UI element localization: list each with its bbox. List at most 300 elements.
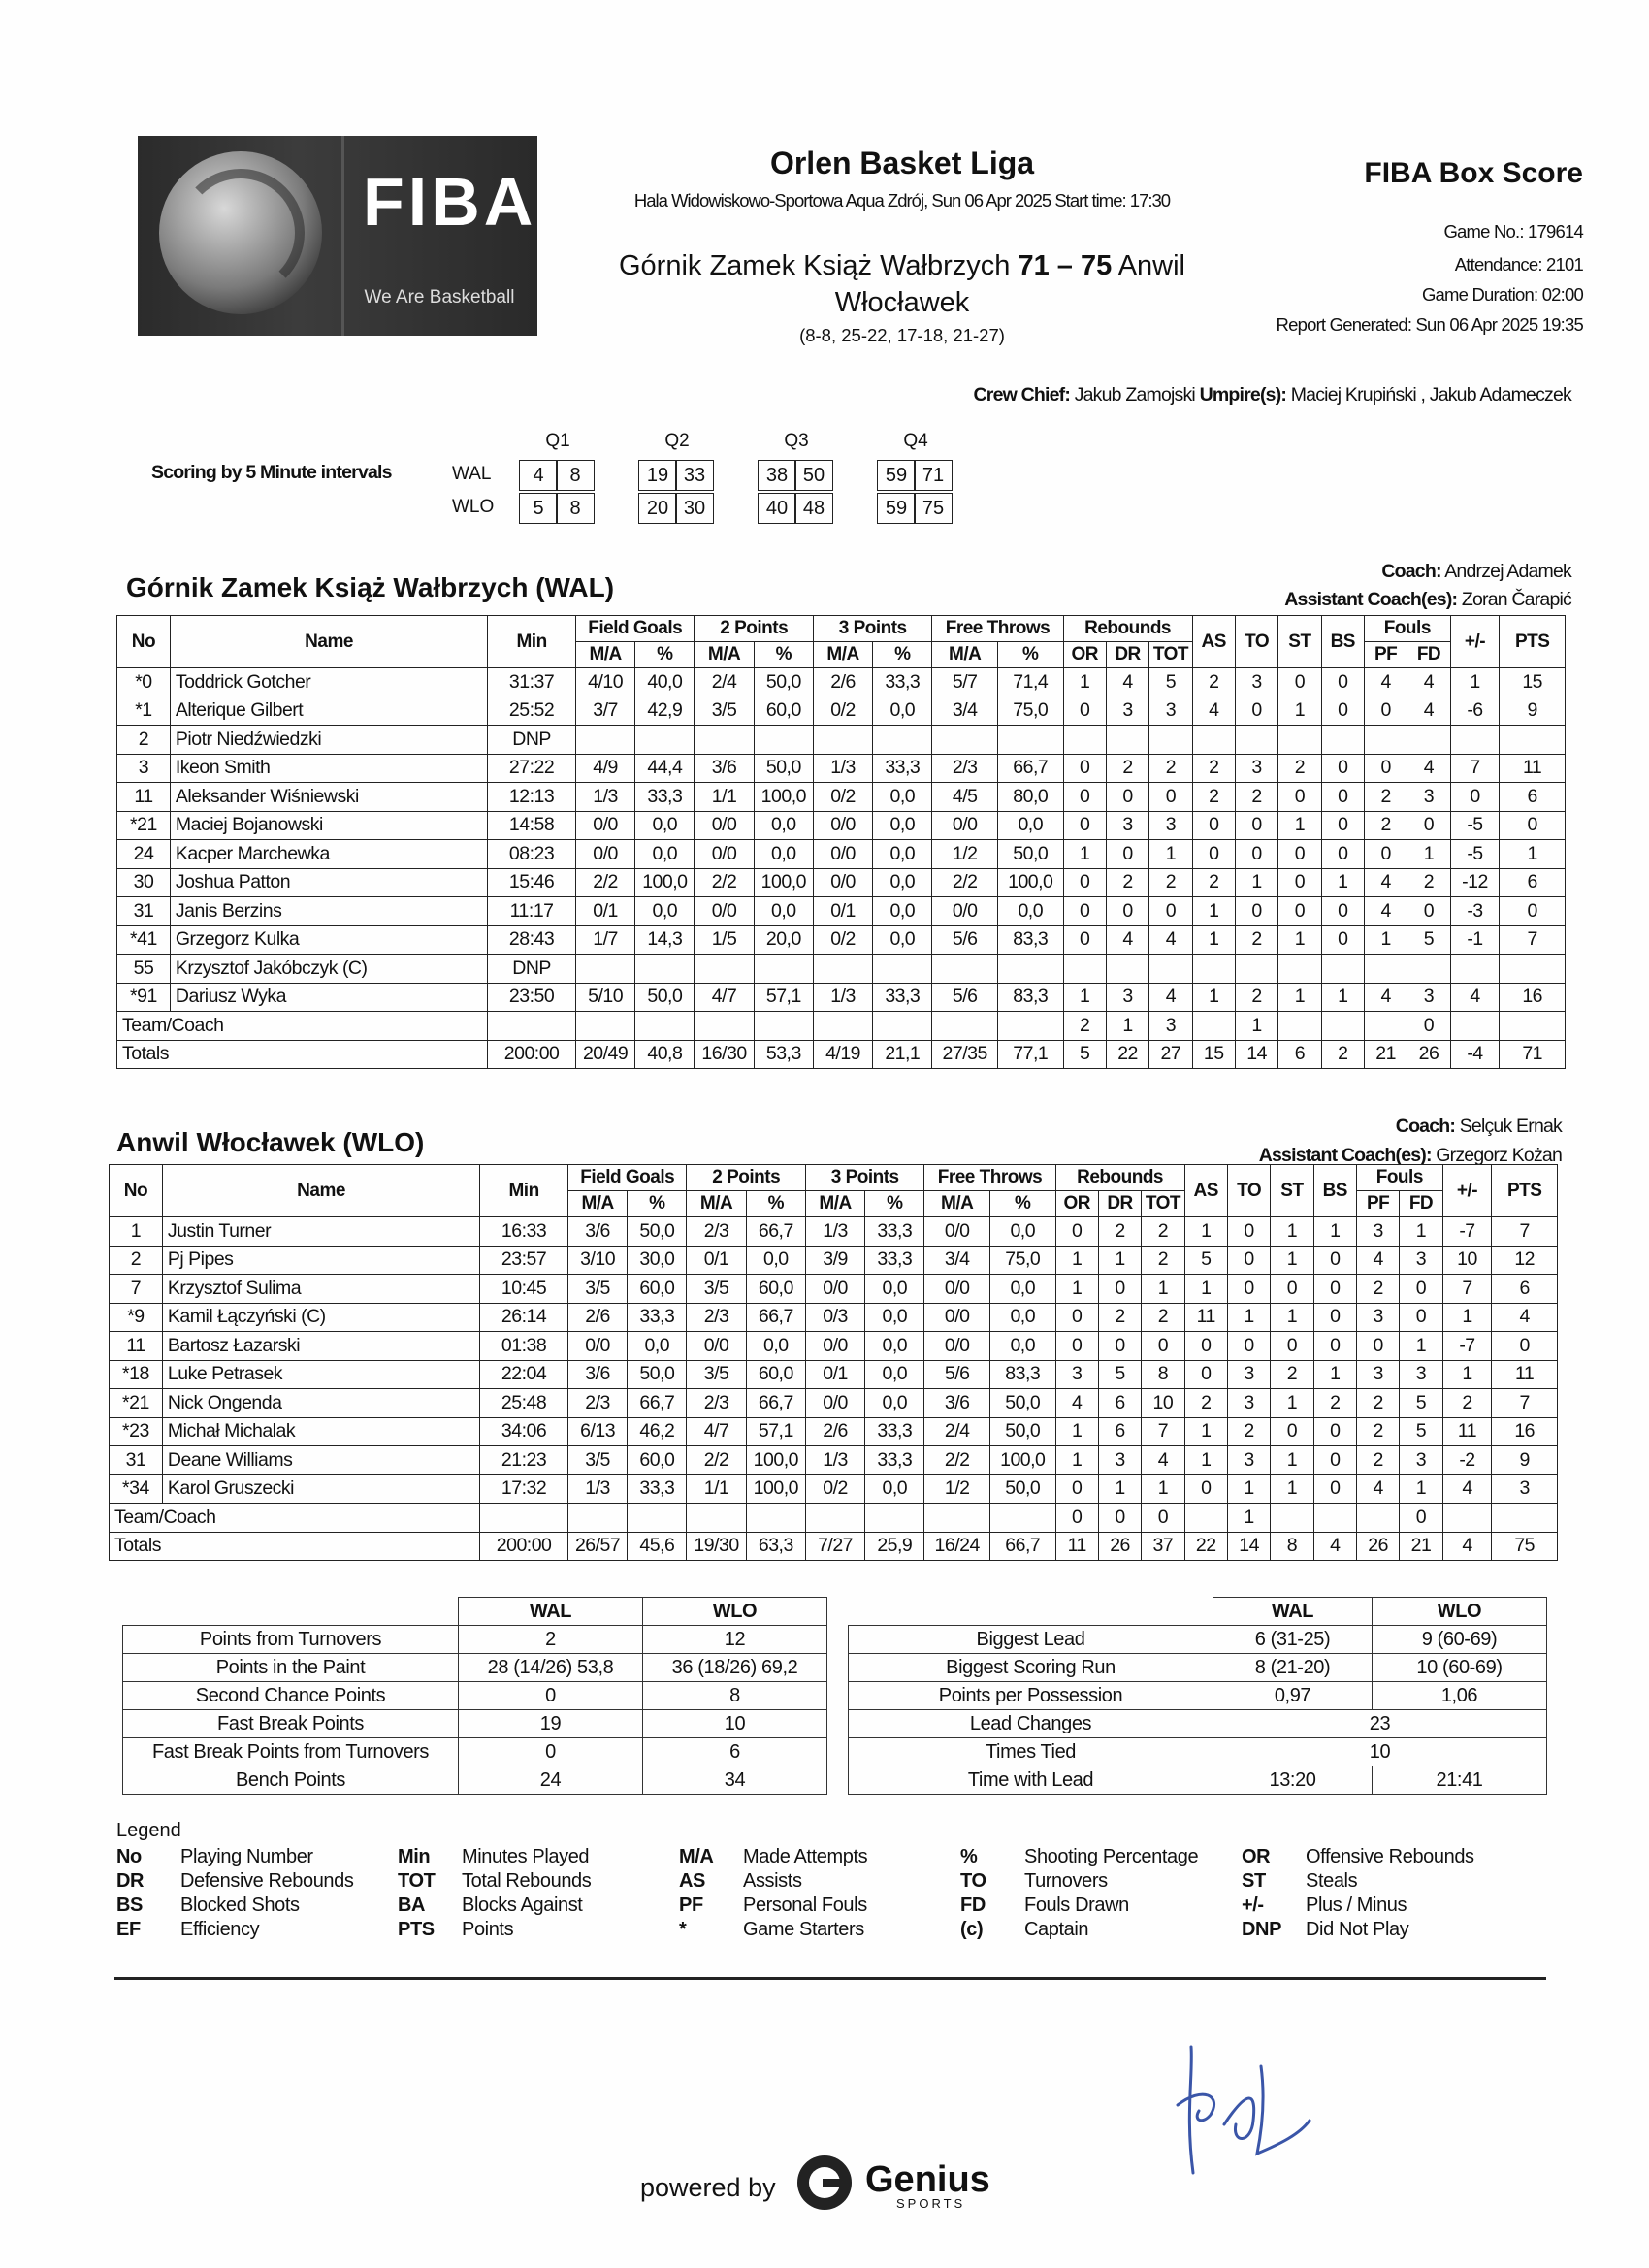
stat-cell: 0/2 xyxy=(813,697,872,726)
stat-cell: 2 xyxy=(1142,1303,1184,1332)
stat-cell: 66,7 xyxy=(746,1303,805,1332)
stat-cell: 0 xyxy=(1278,668,1321,697)
stat-cell xyxy=(1321,1012,1364,1041)
stat-cell: 0,0 xyxy=(873,868,932,897)
quarter-label: Q3 xyxy=(784,431,809,451)
stat-cell: 0 xyxy=(1321,697,1364,726)
stat-cell xyxy=(932,726,998,755)
stat-cell: 4/5 xyxy=(932,783,998,812)
stat-cell: 60,0 xyxy=(746,1360,805,1389)
stat-cell: 6 xyxy=(1500,783,1566,812)
stat-cell: 3 xyxy=(1356,1303,1399,1332)
stat-cell: 1 xyxy=(1055,1246,1098,1275)
stat-cell: 50,0 xyxy=(997,840,1063,869)
interval-score: 59 xyxy=(877,493,916,524)
stat-cell: 0 xyxy=(1063,783,1106,812)
player-name: Deane Williams xyxy=(162,1446,479,1475)
stat-cell: 2/3 xyxy=(687,1303,746,1332)
stat-cell: 2 xyxy=(1192,754,1235,783)
stat-cell xyxy=(813,726,872,755)
stat-cell: 1 xyxy=(1271,1446,1313,1475)
stat-cell: 2/4 xyxy=(924,1417,990,1446)
stat-cell: 63,3 xyxy=(746,1532,805,1561)
stat-cell: 3/5 xyxy=(567,1446,627,1475)
player-row xyxy=(117,983,1566,1012)
summary-label: Biggest Lead xyxy=(849,1626,1213,1654)
stat-cell xyxy=(1450,955,1500,984)
summary-label: Bench Points xyxy=(123,1766,459,1795)
stat-cell: 4 xyxy=(1364,897,1406,926)
stat-cell: 83,3 xyxy=(997,925,1063,955)
stat-cell: 7/27 xyxy=(805,1532,864,1561)
stat-cell: 27:22 xyxy=(488,754,576,783)
legend-item xyxy=(679,1845,960,1869)
stat-cell: 0,0 xyxy=(865,1360,924,1389)
subheader-cell: M/A xyxy=(805,1191,864,1217)
stat-cell: 3 xyxy=(1227,1446,1270,1475)
stat-cell: 66,7 xyxy=(997,754,1063,783)
stat-cell: 1 xyxy=(1184,1417,1227,1446)
summary-row xyxy=(849,1654,1547,1682)
stat-cell: 6/13 xyxy=(567,1417,627,1446)
stat-cell: 0,0 xyxy=(754,897,813,926)
player-row xyxy=(117,897,1566,926)
team-coach-row xyxy=(110,1504,1558,1533)
player-name: Luke Petrasek xyxy=(162,1360,479,1389)
summary-label: Lead Changes xyxy=(849,1710,1213,1738)
subheader-cell: % xyxy=(635,642,695,668)
interval-score: 5 xyxy=(519,493,558,524)
stat-cell xyxy=(1106,726,1148,755)
stat-cell: 0/0 xyxy=(932,811,998,840)
stat-cell: 75,0 xyxy=(989,1246,1055,1275)
stat-cell: 33,3 xyxy=(873,983,932,1012)
stat-cell: 1 xyxy=(1098,1474,1141,1504)
stat-cell xyxy=(480,1504,568,1533)
stat-cell xyxy=(635,726,695,755)
stat-cell: 0 xyxy=(1149,783,1192,812)
stat-cell: 1 xyxy=(1271,1217,1313,1247)
stat-cell: 0 xyxy=(1055,1217,1098,1247)
divider xyxy=(114,1977,1546,1980)
stat-cell: 0 xyxy=(1106,840,1148,869)
player-row xyxy=(117,868,1566,897)
stat-cell: 2 xyxy=(1278,754,1321,783)
logo-tagline: We Are Basketball xyxy=(364,287,515,308)
header-row xyxy=(110,1165,1558,1191)
stat-cell: 0 xyxy=(1321,897,1364,926)
summary-row xyxy=(849,1626,1547,1654)
stat-cell: 4 xyxy=(1149,925,1192,955)
summary-value: 19 xyxy=(459,1710,643,1738)
stat-cell: 1/2 xyxy=(932,840,998,869)
legend-key: TOT xyxy=(398,1870,436,1892)
summary-value: 21:41 xyxy=(1373,1766,1547,1795)
stat-cell: 0 xyxy=(1055,1332,1098,1361)
player-number: 30 xyxy=(117,868,171,897)
stat-cell: 4 xyxy=(1364,868,1406,897)
subheader-cell: DR xyxy=(1098,1191,1141,1217)
legend-key: OR xyxy=(1242,1846,1271,1867)
stat-cell: 3 xyxy=(1356,1360,1399,1389)
stat-cell: 1/7 xyxy=(575,925,634,955)
player-name: Kacper Marchewka xyxy=(170,840,487,869)
stat-cell xyxy=(813,955,872,984)
legend-key: Min xyxy=(398,1846,431,1867)
player-number: *23 xyxy=(110,1417,163,1446)
col-field-goals: Field Goals xyxy=(575,616,694,642)
stat-cell: 0,0 xyxy=(746,1332,805,1361)
stat-cell: 4 xyxy=(1450,983,1500,1012)
player-number: 2 xyxy=(110,1246,163,1275)
stat-cell: 1 xyxy=(1184,1217,1227,1247)
player-name: Aleksander Wiśniewski xyxy=(170,783,487,812)
stat-cell: 1 xyxy=(1184,1275,1227,1304)
legend-item xyxy=(679,1894,960,1918)
stat-cell: 19/30 xyxy=(687,1532,746,1561)
stat-cell: 6 xyxy=(1500,868,1566,897)
legend-item xyxy=(1242,1918,1523,1942)
stat-cell xyxy=(1278,1012,1321,1041)
stat-cell: 3 xyxy=(1227,1360,1270,1389)
team-code: WAL xyxy=(1213,1598,1373,1626)
stat-cell: 15:46 xyxy=(488,868,576,897)
stat-cell: 0 xyxy=(1400,1504,1442,1533)
stat-cell: 1/1 xyxy=(687,1474,746,1504)
subheader-cell: OR xyxy=(1063,642,1106,668)
legend-desc: Game Starters xyxy=(743,1919,864,1940)
summary-label: Fast Break Points xyxy=(123,1710,459,1738)
interval-score: 59 xyxy=(877,460,916,491)
stat-cell: 2 xyxy=(1321,1040,1364,1069)
interval-score: 50 xyxy=(794,460,833,491)
stat-cell: 2 xyxy=(1184,1389,1227,1418)
stat-cell: 1 xyxy=(1321,983,1364,1012)
stat-cell: 22:04 xyxy=(480,1360,568,1389)
stat-cell: 42,9 xyxy=(635,697,695,726)
game-duration: Game Duration: 02:00 xyxy=(1421,284,1583,305)
stat-cell: 0,0 xyxy=(865,1389,924,1418)
stat-cell: 0 xyxy=(1407,897,1450,926)
legend-key: BA xyxy=(398,1895,426,1916)
legend-item xyxy=(398,1894,679,1918)
stat-cell: 3 xyxy=(1407,983,1450,1012)
subheader-cell: % xyxy=(873,642,932,668)
stat-cell xyxy=(1407,955,1450,984)
stat-cell: 1 xyxy=(1227,1474,1270,1504)
stat-cell xyxy=(1500,726,1566,755)
stat-cell: 27/35 xyxy=(932,1040,998,1069)
col-2-points: 2 Points xyxy=(695,616,813,642)
stat-cell: 1 xyxy=(1271,1246,1313,1275)
stat-cell: 0 xyxy=(1271,1417,1313,1446)
stat-cell: 1 xyxy=(1142,1474,1184,1504)
stat-cell: 6 xyxy=(1492,1275,1558,1304)
stat-cell: 7 xyxy=(1500,925,1566,955)
stat-cell: 0 xyxy=(1500,811,1566,840)
stat-cell xyxy=(575,1012,634,1041)
stat-cell: 0/2 xyxy=(813,783,872,812)
stat-cell: 16/30 xyxy=(695,1040,754,1069)
stat-cell: 3 xyxy=(1227,1389,1270,1418)
stat-cell: 0,0 xyxy=(873,811,932,840)
stat-cell: 4 xyxy=(1192,697,1235,726)
stat-cell: 4/10 xyxy=(575,668,634,697)
stat-cell xyxy=(754,955,813,984)
stat-cell: 1 xyxy=(1063,983,1106,1012)
col-plus-minus: +/- xyxy=(1442,1165,1492,1217)
stat-cell: 9 xyxy=(1500,697,1566,726)
stat-cell: DNP xyxy=(488,726,576,755)
stat-cell xyxy=(1321,955,1364,984)
stat-cell: 2/3 xyxy=(687,1217,746,1247)
stat-cell: 3/9 xyxy=(805,1246,864,1275)
stat-cell: 1 xyxy=(1271,1303,1313,1332)
stat-cell: 11 xyxy=(1184,1303,1227,1332)
player-name: Nick Ongenda xyxy=(162,1389,479,1418)
stat-cell: 0,0 xyxy=(635,897,695,926)
stat-cell: 7 xyxy=(1442,1275,1492,1304)
subheader-cell: M/A xyxy=(567,1191,627,1217)
stat-cell: 30,0 xyxy=(628,1246,687,1275)
stat-cell xyxy=(695,955,754,984)
player-row xyxy=(110,1275,1558,1304)
stat-cell: 0 xyxy=(1400,1275,1442,1304)
team-code: WLO xyxy=(643,1598,827,1626)
stat-cell: 1 xyxy=(1235,1012,1277,1041)
team-code: WAL xyxy=(452,464,492,484)
legend-key: M/A xyxy=(679,1846,714,1867)
player-name: Ikeon Smith xyxy=(170,754,487,783)
stat-cell: -4 xyxy=(1450,1040,1500,1069)
player-row xyxy=(110,1417,1558,1446)
stat-cell: 2/2 xyxy=(575,868,634,897)
stat-cell: 40,0 xyxy=(635,668,695,697)
legend-desc: Playing Number xyxy=(180,1846,313,1867)
stat-cell: -7 xyxy=(1442,1332,1492,1361)
stat-cell: 4 xyxy=(1106,668,1148,697)
stat-cell: 33,3 xyxy=(635,783,695,812)
intervals-label: Scoring by 5 Minute intervals xyxy=(151,462,392,483)
stat-cell: 0 xyxy=(1321,925,1364,955)
stat-cell: 2 xyxy=(1356,1417,1399,1446)
subheader-cell: M/A xyxy=(695,642,754,668)
stat-cell: 2/2 xyxy=(695,868,754,897)
stat-cell: 0 xyxy=(1321,754,1364,783)
stat-cell xyxy=(1106,955,1148,984)
stat-cell: 4 xyxy=(1364,983,1406,1012)
stat-cell: 33,3 xyxy=(873,754,932,783)
stat-cell: 0,0 xyxy=(865,1275,924,1304)
game-flow-summary xyxy=(848,1597,1547,1795)
stat-cell xyxy=(873,955,932,984)
stat-cell: 2 xyxy=(1106,754,1148,783)
stat-cell: 8 xyxy=(1142,1360,1184,1389)
stat-cell: 0 xyxy=(1192,811,1235,840)
stat-cell: 0 xyxy=(1055,1474,1098,1504)
stat-cell: 0,0 xyxy=(997,811,1063,840)
stat-cell: 2 xyxy=(1364,783,1406,812)
signature xyxy=(1164,2027,1339,2183)
legend-desc: Assists xyxy=(743,1870,802,1892)
legend-key: ST xyxy=(1242,1870,1266,1892)
stat-cell: 4 xyxy=(1313,1532,1356,1561)
subheader-cell: % xyxy=(754,642,813,668)
logo-wordmark: FIBA xyxy=(363,164,537,240)
basketball-icon xyxy=(159,151,322,314)
summary-row xyxy=(123,1682,827,1710)
player-name: Alterique Gilbert xyxy=(170,697,487,726)
stat-cell: 0 xyxy=(1271,1332,1313,1361)
stat-cell: 8 xyxy=(1271,1532,1313,1561)
summary-row xyxy=(849,1738,1547,1766)
stat-cell: 53,3 xyxy=(754,1040,813,1069)
legend-desc: Offensive Rebounds xyxy=(1306,1846,1474,1867)
stat-cell: -1 xyxy=(1450,925,1500,955)
stat-cell: 11 xyxy=(1492,1360,1558,1389)
header-row xyxy=(117,616,1566,642)
stat-cell: 0,0 xyxy=(746,1246,805,1275)
stat-cell: 33,3 xyxy=(628,1303,687,1332)
stat-cell: 0/0 xyxy=(924,1217,990,1247)
legend-key: DNP xyxy=(1242,1919,1282,1940)
stat-cell: 26 xyxy=(1098,1532,1141,1561)
stat-cell: 2 xyxy=(1227,1417,1270,1446)
stat-cell: 6 xyxy=(1278,1040,1321,1069)
legend-item xyxy=(1242,1845,1523,1869)
stat-cell: 1 xyxy=(1192,897,1235,926)
summary-label: Times Tied xyxy=(849,1738,1213,1766)
player-number: 31 xyxy=(110,1446,163,1475)
stat-cell: 0 xyxy=(1235,811,1277,840)
genius-wordmark: Genius xyxy=(865,2159,990,2200)
stat-cell: 4 xyxy=(1442,1532,1492,1561)
stat-cell: 1 xyxy=(1192,983,1235,1012)
stat-cell: 0 xyxy=(1313,1275,1356,1304)
stat-cell xyxy=(805,1504,864,1533)
stat-cell: 2 xyxy=(1098,1303,1141,1332)
stat-cell: 3 xyxy=(1106,697,1148,726)
stat-cell: 4/7 xyxy=(695,983,754,1012)
stat-cell: 0 xyxy=(1106,783,1148,812)
stat-cell: 3/6 xyxy=(924,1389,990,1418)
blank-cell xyxy=(849,1598,1213,1626)
stat-cell xyxy=(1278,726,1321,755)
stat-cell: 5/6 xyxy=(932,983,998,1012)
col-min: Min xyxy=(480,1165,568,1217)
legend-key: * xyxy=(679,1919,687,1940)
team-code: WLO xyxy=(452,497,495,517)
stat-cell: 3 xyxy=(1407,783,1450,812)
player-number: 2 xyxy=(117,726,171,755)
stat-cell: 3 xyxy=(1106,983,1148,1012)
team-title: Górnik Zamek Książ Wałbrzych (WAL) xyxy=(126,572,615,602)
row-label: Totals xyxy=(110,1532,480,1561)
stat-cell xyxy=(695,1012,754,1041)
player-row xyxy=(110,1474,1558,1504)
stat-cell: 2/6 xyxy=(805,1417,864,1446)
player-number: *21 xyxy=(110,1389,163,1418)
stat-cell: 0 xyxy=(1492,1332,1558,1361)
stat-cell: 0 xyxy=(1271,1275,1313,1304)
stat-cell: 2 xyxy=(1356,1446,1399,1475)
team-assistant-coach: Assistant Coach(es): Grzegorz Kożan xyxy=(1258,1145,1562,1166)
stat-cell: 4 xyxy=(1407,754,1450,783)
stat-cell: 83,3 xyxy=(989,1360,1055,1389)
summary-row xyxy=(123,1654,827,1682)
player-number: *1 xyxy=(117,697,171,726)
totals-row xyxy=(110,1532,1558,1561)
player-number: 24 xyxy=(117,840,171,869)
stat-cell: 1 xyxy=(1442,1303,1492,1332)
powered-by: powered by xyxy=(640,2173,776,2202)
stat-cell: 1/3 xyxy=(805,1217,864,1247)
stat-cell: 2 xyxy=(1192,868,1235,897)
box-score-table-wal xyxy=(116,615,1566,1069)
player-number: 55 xyxy=(117,955,171,984)
subheader-cell: M/A xyxy=(575,642,634,668)
stat-cell: 2/3 xyxy=(932,754,998,783)
summary-label: Points from Turnovers xyxy=(123,1626,459,1654)
player-number: *18 xyxy=(110,1360,163,1389)
row-label: Team/Coach xyxy=(110,1504,480,1533)
stat-cell: 0,0 xyxy=(873,840,932,869)
stat-cell: 4 xyxy=(1149,983,1192,1012)
box-score-table-wlo xyxy=(109,1164,1558,1561)
fiba-logo xyxy=(138,136,537,336)
stat-cell xyxy=(635,1012,695,1041)
player-row xyxy=(117,955,1566,984)
stat-cell: -12 xyxy=(1450,868,1500,897)
stat-cell xyxy=(687,1504,746,1533)
legend-desc: Did Not Play xyxy=(1306,1919,1409,1940)
doc-title: FIBA Box Score xyxy=(1364,157,1583,189)
summary-value: 9 (60-69) xyxy=(1373,1626,1547,1654)
summary-header xyxy=(123,1598,827,1626)
player-row xyxy=(117,925,1566,955)
legend-item xyxy=(679,1918,960,1942)
stat-cell: 75,0 xyxy=(997,697,1063,726)
stat-cell: 0 xyxy=(1278,783,1321,812)
legend-item xyxy=(960,1918,1242,1942)
stat-cell: 2/3 xyxy=(687,1389,746,1418)
stat-cell: 3/6 xyxy=(567,1217,627,1247)
stat-cell: 3/6 xyxy=(567,1360,627,1389)
legend-desc: Personal Fouls xyxy=(743,1895,867,1916)
col-bs: BS xyxy=(1321,616,1364,668)
stat-cell: 0,0 xyxy=(989,1303,1055,1332)
stat-cell: 2 xyxy=(1063,1012,1106,1041)
summary-value: 6 (31-25) xyxy=(1213,1626,1373,1654)
stat-cell: 3 xyxy=(1149,1012,1192,1041)
subheader-cell: M/A xyxy=(813,642,872,668)
stat-cell: 21 xyxy=(1364,1040,1406,1069)
stat-cell: 1/3 xyxy=(567,1474,627,1504)
col-fouls: Fouls xyxy=(1364,616,1450,642)
legend-desc: Blocks Against xyxy=(462,1895,583,1916)
stat-cell xyxy=(1407,726,1450,755)
player-name: Pj Pipes xyxy=(162,1246,479,1275)
stat-cell: 4 xyxy=(1442,1474,1492,1504)
player-name: Krzysztof Sulima xyxy=(162,1275,479,1304)
stat-cell: 0/0 xyxy=(575,811,634,840)
stat-cell: 0 xyxy=(1142,1332,1184,1361)
team-title: Anwil Włocławek (WLO) xyxy=(116,1127,425,1157)
stat-cell: DNP xyxy=(488,955,576,984)
subheader-cell: TOT xyxy=(1149,642,1192,668)
stat-cell: 2 xyxy=(1192,668,1235,697)
stat-cell: 0/0 xyxy=(813,840,872,869)
